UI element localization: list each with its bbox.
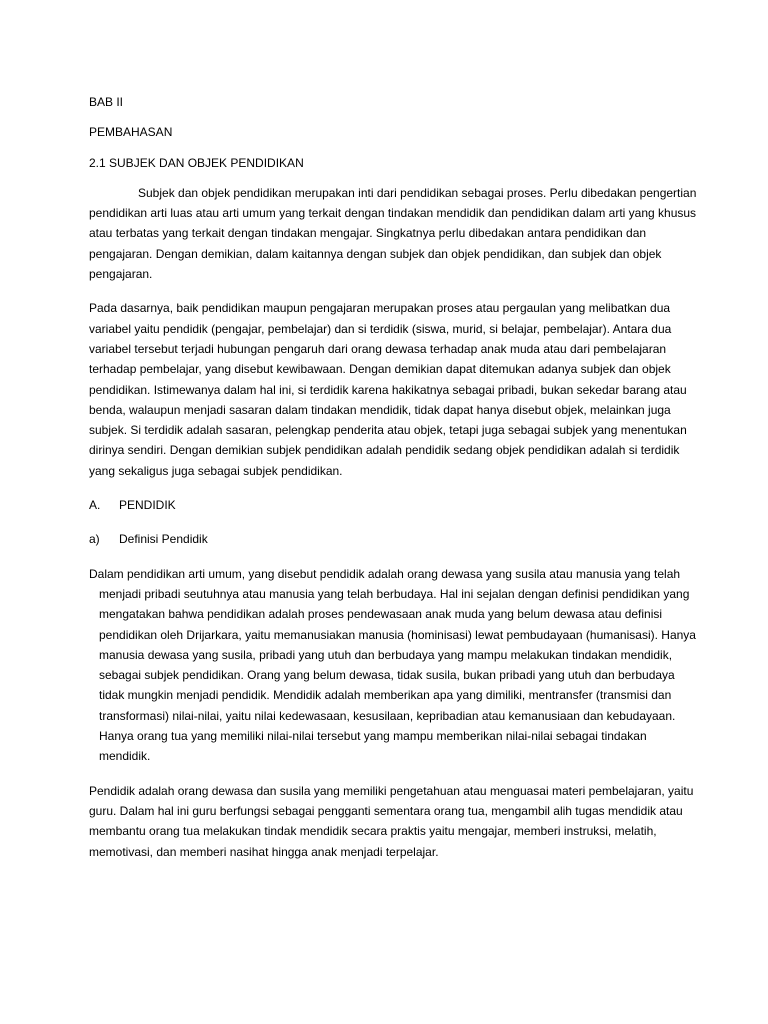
section-title: 2.1 SUBJEK DAN OBJEK PENDIDIKAN xyxy=(89,155,304,170)
chapter-title: PEMBAHASAN xyxy=(89,125,173,140)
subsection-heading-a1 xyxy=(89,529,701,549)
document-page xyxy=(89,92,701,876)
subsection-marker: a) xyxy=(89,532,100,547)
subsection-marker: A. xyxy=(89,498,101,513)
subsection-heading-a xyxy=(89,495,701,515)
paragraph-2: Pada dasarnya, baik pendidikan maupun pengajaran merupakan proses atau pergaulan yang melibatkan dua variabel yaitu pendidik (pengajar, pembelajar) dan si terdidik (siswa, murid, si belajar, pembelajar). Antara dua variabel tersebut terjadi hubungan pengaruh dari orang dewasa terhadap anak muda atau dari pembelajaran terhadap pembelajar, yang disebut kewibawaan. Dengan demikian dapat ditemukan adanya subjek dan objek pendidikan. Istimewanya dalam hal ini, si terdidik karena hakikatnya sebagai pribadi, bukan sekedar barang atau benda, walaupun menjadi sasaran dalam tindakan mendidik, tidak dapat hanya disebut objek, melainkan juga subjek. Si terdidik adalah sasaran, pelengkap penderita atau objek, tetapi juga sebagai subjek yang menentukan dirinya sendiri. Dengan demikian subjek pendidikan adalah pendidik sedang objek pendidikan adalah si terdidik yang sekaligus juga sebagai subjek pendidikan. xyxy=(89,301,687,478)
paragraph-1: Subjek dan objek pendidikan merupakan inti dari pendidikan sebagai proses. Perlu dibedakan pengertian pendidikan arti luas atau arti umum yang terkait dengan tindakan mendidik dan pendidikan dalam arti yang khusus atau terbatas yang terkait dengan tindakan mengajar. Singkatnya perlu dibedakan antara pendidikan dan pengajaran. Dengan demikian, dalam kaitannya dengan subjek dan objek pendidikan, dan subjek dan objek pengajaran. xyxy=(89,185,697,282)
chapter-label: BAB II xyxy=(89,95,124,109)
subsection-title: Definisi Pendidik xyxy=(119,532,208,547)
subsection-title: PENDIDIK xyxy=(119,498,176,513)
paragraph-4: Pendidik adalah orang dewasa dan susila yang memiliki pengetahuan atau menguasai materi pembelajaran, yaitu guru. Dalam hal ini guru berfungsi sebagai pengganti sementara orang tua, mengambil alih tugas mendidik atau membantu orang tua melakukan tindak mendidik secara praktis yaitu mengajar, memberi instruksi, melatih, memotivasi, dan memberi nasihat hingga anak menjadi terpelajar. xyxy=(89,783,694,859)
paragraph-3: Dalam pendidikan arti umum, yang disebut pendidik adalah orang dewasa yang susila atau manusia yang telah menjadi pribadi seutuhnya atau manusia yang telah berbudaya. Hal ini sejalan dengan definisi pendidikan yang mengatakan bahwa pendidikan adalah proses pendewasaan anak muda yang belum dewasa atau definisi pendidikan oleh Drijarkara, yaitu memanusiakan manusia (hominisasi) lewat pembudayaan (humanisasi). Hanya manusia dewasa yang susila, pribadi yang utuh dan berbudaya yang mampu melakukan tindakan mendidik, sebagai subjek pendidikan. Orang yang belum dewasa, tidak susila, bukan pribadi yang utuh dan berbudaya tidak mungkin menjadi pendidik. Mendidik adalah memberikan apa yang dimiliki, mentransfer (transmisi dan transformasi) nilai-nilai, yaitu nilai kedewasaan, kesusilaan, kepribadian atau kemanusiaan dan kebudayaan. Hanya orang tua yang memiliki nilai-nilai tersebut yang mampu memberikan nilai-nilai sebagai tindakan mendidik. xyxy=(89,566,696,764)
